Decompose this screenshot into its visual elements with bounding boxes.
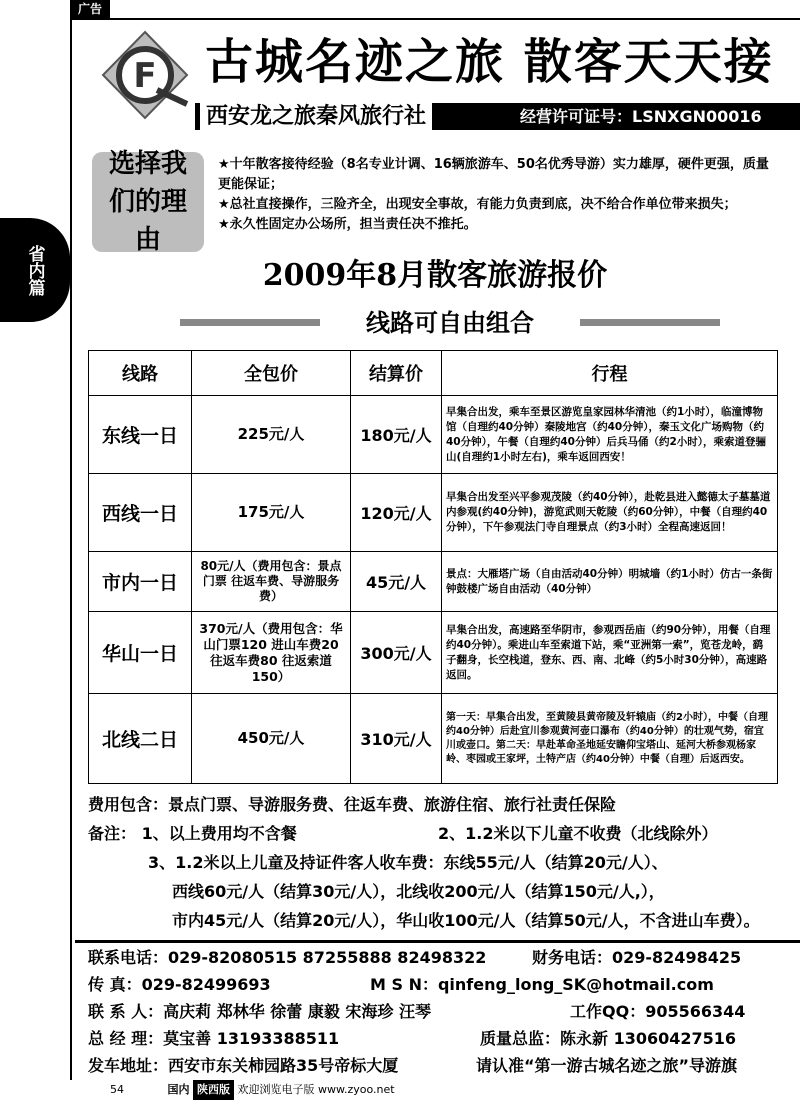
contact-row	[88, 998, 800, 1025]
table-row	[89, 552, 778, 612]
settle-price: 120元/人	[351, 474, 442, 552]
full-price: 225元/人	[192, 396, 351, 474]
itinerary: 早集合出发至兴平参观茂陵（约40分钟），赴乾县进入懿德太子墓墓道内参观(约40分钟)，游览武则天乾陵（约60分钟），中餐（自理约40分钟），下午参观法门寺自理景点（约3小时）全程高速返回！	[442, 474, 778, 552]
header-route: 线路	[89, 351, 192, 396]
route-name: 华山一日	[89, 612, 192, 694]
page-footer	[70, 1080, 800, 1100]
notes-section	[88, 790, 788, 935]
table-row	[89, 474, 778, 552]
route-name: 西线一日	[89, 474, 192, 552]
quality-director: 质量总监：陈永新 13060427516	[480, 1029, 737, 1048]
header-full-price: 全包价	[192, 351, 351, 396]
itinerary: 第一天：早集合出发，至黄陵县黄帝陵及轩辕庙（约2小时），中餐（自理约40分钟）后赴宜川参观黄河壶口瀑布（约40分钟）的壮观气势，宿宜川或壶口。第二天：早赴革命圣地延安瞻仰宝塔山、延河大桥参观杨家岭、枣园或王家坪，土特产店（约40分钟）中餐（自理）后返西安。	[442, 694, 778, 784]
note-1: 备注： 1、以上费用均不含餐	[88, 824, 297, 843]
route-name: 北线二日	[89, 694, 192, 784]
itinerary: 景点：大雁塔广场（自由活动40分钟）明城墙（约1小时）仿古一条街钟鼓楼广场自由活动（40分钟）	[442, 552, 778, 612]
contact-row	[88, 971, 800, 998]
departure-address: 发车地址：西安市东关柿园路35号帝标大厦	[88, 1056, 399, 1075]
contact-row	[88, 944, 800, 971]
contact-row	[88, 1052, 800, 1079]
reason-title	[92, 149, 204, 255]
full-price: 370元/人（费用包含：华山门票120 进山车费20 往返车费80 往返索道150）	[192, 612, 351, 694]
contact-phone: 联系电话：029-82080515 87255888 82498322	[88, 948, 487, 967]
table-row	[89, 694, 778, 784]
settle-price: 310元/人	[351, 694, 442, 784]
table-row	[89, 612, 778, 694]
reasons-list	[218, 155, 778, 235]
route-name: 市内一日	[89, 552, 192, 612]
note-5: 市内45元/人（结算20元/人），华山收100元/人（结算50元/人，不含进山车费）。	[172, 911, 760, 930]
fee-includes: 费用包含：景点门票、导游服务费、往返车费、旅游住宿、旅行社责任保险	[88, 795, 617, 814]
slogan: 请认准“第一游古城名迹之旅”导游旗	[476, 1056, 738, 1075]
price-title: 2009年8月散客旅游报价	[262, 258, 608, 293]
reason-item: ★总社直接操作，三险齐全，出现安全事故，有能力负责到底，决不给合作单位带来损失；	[218, 197, 737, 212]
footer-section: 国内	[167, 1083, 190, 1096]
agency-name: 西安龙之旅秦风旅行社	[200, 103, 432, 130]
settle-price: 300元/人	[351, 612, 442, 694]
finance-phone: 财务电话：029-82498425	[532, 948, 742, 967]
contact-people: 联 系 人：高庆莉 郑林华 徐蕾 康毅 宋海珍 汪琴	[88, 1002, 431, 1021]
full-price: 175元/人	[192, 474, 351, 552]
header-settle-price: 结算价	[351, 351, 442, 396]
fax: 传 真：029-82499693	[88, 975, 271, 994]
settle-price: 45元/人	[351, 552, 442, 612]
reason-item: ★十年散客接待经验（8名专业计调、16辆旅游车、50名优秀导游）实力雄厚，硬件更强，质量更能保证；	[218, 157, 769, 192]
note-2: 2、1.2米以下儿童不收费（北线除外）	[438, 824, 718, 843]
reason-item: ★永久性固定办公场所，担当责任决不推托。	[218, 217, 477, 232]
header-itinerary: 行程	[442, 351, 778, 396]
side-tab: 省内篇	[0, 218, 70, 322]
note-4: 西线60元/人（结算30元/人），北线收200元/人（结算150元/人,），	[172, 882, 665, 901]
title-rule-left	[180, 319, 320, 326]
license-number: 经营许可证号：LSNXGN00016	[520, 107, 762, 126]
settle-price: 180元/人	[351, 396, 442, 474]
agency-logo	[95, 30, 195, 120]
ad-label: 广告	[70, 0, 110, 18]
sub-title-row	[180, 304, 720, 342]
itinerary: 早集合出发，高速路至华阴市，参观西岳庙（约90分钟），用餐（自理约40分钟）。乘进山车至索道下站，乘“亚洲第一索”，览苍龙岭，鹞子翻身，长空栈道，登东、西、南、北峰（约5小时30分钟），高速路返回。	[442, 612, 778, 694]
sub-title: 线路可自由组合	[366, 309, 534, 337]
contact-row	[88, 1025, 800, 1052]
route-name: 东线一日	[89, 396, 192, 474]
contact-section	[88, 944, 800, 1079]
table-row	[89, 396, 778, 474]
title-rule-right	[580, 319, 720, 326]
full-price: 80元/人（费用包含：景点门票 往返车费、导游服务费）	[192, 552, 351, 612]
reason-title-text: 选择我们的理由	[108, 149, 187, 255]
work-qq: 工作QQ：905566344	[570, 1002, 746, 1021]
contact-divider	[75, 940, 800, 943]
logo-letter: F	[133, 56, 157, 96]
footer-badge: 陕西版	[193, 1080, 234, 1100]
msn: M S N：qinfeng_long_SK@hotmail.com	[370, 975, 714, 994]
page-number: 54	[110, 1083, 124, 1096]
note-row	[88, 819, 788, 848]
table-header-row	[89, 351, 778, 396]
headline: 古城名迹之旅 散客天天接	[205, 34, 774, 90]
full-price: 450元/人	[192, 694, 351, 784]
footer-text: 欢迎浏览电子版 www.zyoo.net	[237, 1083, 395, 1096]
general-manager: 总 经 理：莫宝善 13193388511	[88, 1029, 340, 1048]
itinerary: 早集合出发，乘车至景区游览皇家园林华清池（约1小时），临潼博物馆（自理约40分钟）秦陵地宫（约40分钟），秦玉文化广场购物（约40分钟），午餐（自理约40分钟）后兵马俑（约2小时），乘索道登骊山(自理约1小时左右)，乘车返回西安！	[442, 396, 778, 474]
route-price-table	[88, 350, 778, 784]
note-3: 3、1.2米以上儿童及持证件客人收车费：东线55元/人（结算20元/人）、	[148, 853, 668, 872]
